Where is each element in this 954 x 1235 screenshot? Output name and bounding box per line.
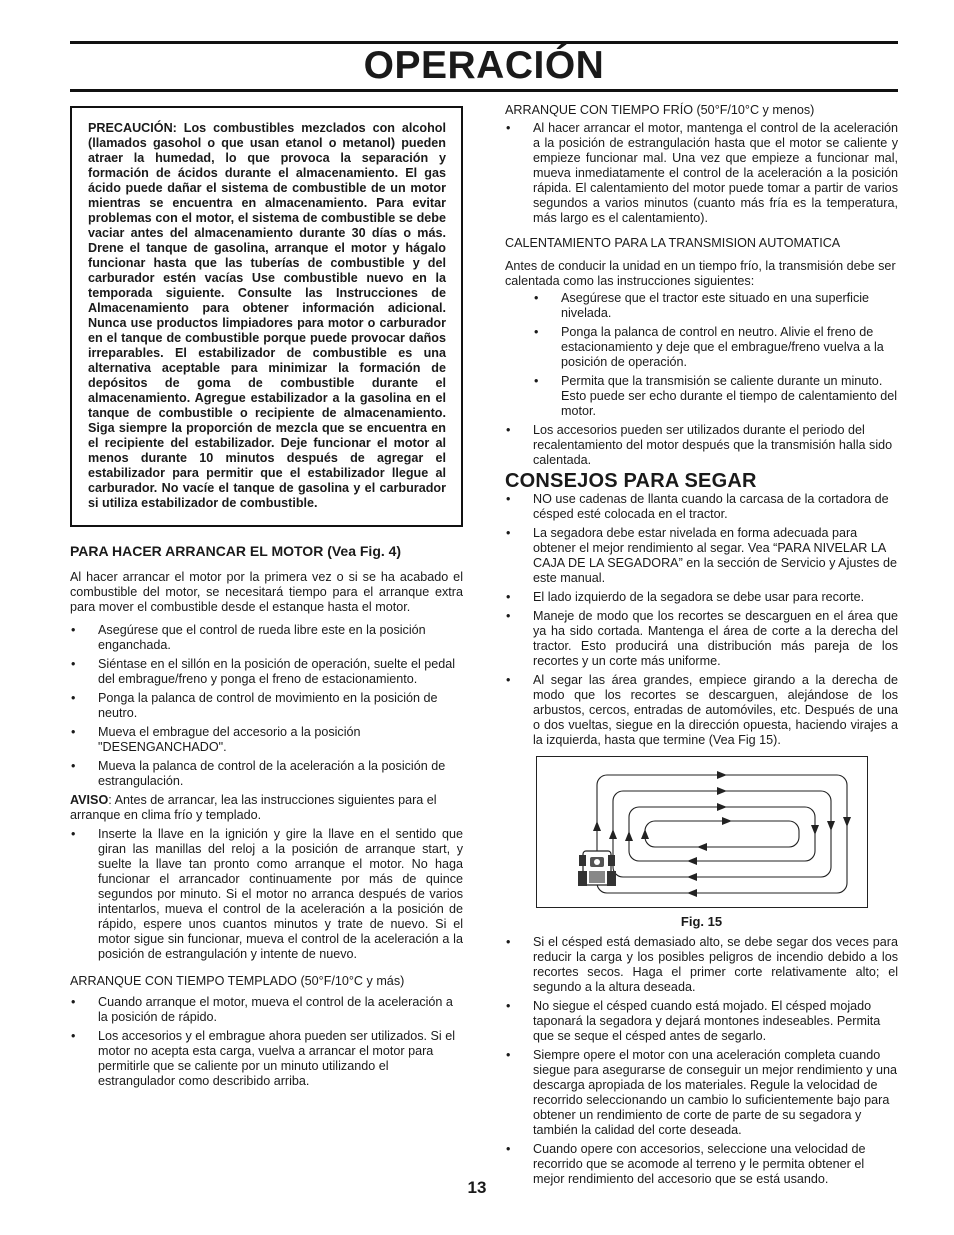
start-engine-heading: PARA HACER ARRANCAR EL MOTOR (Vea Fig. 4) bbox=[70, 543, 402, 559]
list-item: • No siegue el césped cuando está mojado. El césped mojado taponará la segadora y dejará montones indeseables. Permita que se seque el césped antes de segarlo. bbox=[505, 999, 898, 1044]
mowing-pattern-figure bbox=[536, 756, 868, 908]
list-item: • Cuando opere con accesorios, seleccione una velocidad de recorrido que se acomode al terreno y le permita obtener el mejor rendimiento del accesorio que se está usando. bbox=[505, 1142, 898, 1187]
header-bottom-rule bbox=[70, 89, 898, 92]
page-number: 13 bbox=[467, 1178, 487, 1197]
tractor-icon bbox=[578, 851, 616, 886]
mowing-pattern-diagram bbox=[537, 757, 867, 907]
list-item: • Maneje de modo que los recortes se descarguen en el área que ya ha sido cortada. Mantenga el área de corte a la derecha del tractor. Esto producirá una distribución más pareja de los recortes y un corte más uniforme. bbox=[505, 609, 898, 669]
warm-bullet-list bbox=[70, 995, 463, 1089]
list-item: • La segadora debe estar nivelada en forma adecuada para obtener el mejor rendimiento al segar. Vea “PARA NIVELAR LA CAJA DE LA SEGADORA” en la sección de Servicio y Ajustes de este manual. bbox=[505, 526, 898, 586]
list-item: • Ponga la palanca de control de movimiento en la posición de neutro. bbox=[70, 691, 463, 721]
key-bullet-list bbox=[70, 827, 463, 962]
start-intro: Al hacer arrancar el motor por la primera vez o si se ha acabado el combustible del motor, se necesitará tiempo para el arranque extra para mover el combustible desde el estanque hasta el motor. bbox=[70, 570, 463, 614]
transmission-heading: CALENTAMIENTO PARA LA TRANSMISION AUTOMATICA bbox=[505, 236, 841, 250]
transmission-intro: Antes de conducir la unidad en un tiempo frío, la transmisión debe ser calentada como las instrucciones siguientes: bbox=[505, 259, 896, 288]
page-title: OPERACIÓN bbox=[363, 44, 605, 87]
list-item: • Mueva la palanca de control de la aceleración a la posición de estrangulación. bbox=[70, 759, 463, 789]
list-item: • Asegúrese que el control de rueda libre este en la posición enganchada. bbox=[70, 623, 463, 653]
list-item: • NO use cadenas de llanta cuando la carcasa de la cortadora de césped esté colocada en el tractor. bbox=[505, 492, 898, 522]
notice-text: : Antes de arrancar, lea las instrucciones siguientes para el arranque en clima frío y templado. bbox=[70, 793, 437, 822]
notice-paragraph bbox=[70, 793, 463, 823]
list-item: • Los accesorios y el embrague ahora pueden ser utilizados. Si el motor no acepta esta carga, vuelva a arrancar el motor para permitirle que se caliente por un minuto utilizando el estrangulador como describido arriba. bbox=[70, 1029, 463, 1089]
mowing-bullet-list bbox=[505, 492, 898, 748]
list-item: • Inserte la llave en la ignición y gire la llave en el sentido que giran las manillas del reloj a la posición de arranque start, y suelte la llave tan pronto como arranque el motor. No haga funcionar el arrancador continuamente por más de quince segundos por minuto. Si el motor no arranca después de varios intentarlos, mueva el control de la aceleración a la posición de rápido, espere unos cuantos minutos y trate de nuevo. Si el motor sigue sin funcionar, mueva el control de la aceleración a la posición de estrangulación y intente de nuevo. bbox=[70, 827, 463, 962]
warm-start-heading: ARRANQUE CON TIEMPO TEMPLADO (50°F/10°C y más) bbox=[70, 974, 405, 988]
figure-caption: Fig. 15 bbox=[680, 914, 723, 929]
transmission-sub-list bbox=[505, 291, 898, 419]
list-item: • Siempre opere el motor con una aceleración completa cuando siegue para asegurarse de conseguir un mejor rendimiento y una descarga apropiada de los materiales. Regule la velocidad de recorrido seleccionando un cambio lo suficientemente bajo para obtener un rendimiento de corte de parte de su segadora y también la calidad del corte deseada. bbox=[505, 1048, 898, 1138]
cold-start-heading: ARRANQUE CON TIEMPO FRÍO (50°F/10°C y menos) bbox=[505, 103, 815, 117]
list-item: • Cuando arranque el motor, mueva el control de la aceleración a la posición de rápido. bbox=[70, 995, 463, 1025]
left-column bbox=[70, 106, 463, 1093]
list-item: • Ponga la palanca de control en neutro. Alivie el freno de estacionamiento y deje que el embrague/freno vuelva a la posición de operación. bbox=[505, 325, 898, 370]
mowing-after-list bbox=[505, 935, 898, 1187]
direction-arrows bbox=[593, 771, 851, 897]
start-bullet-list bbox=[70, 623, 463, 789]
right-column bbox=[505, 103, 898, 1191]
list-item: • Permita que la transmisión se caliente durante un minuto. Esto puede ser echo durante el tiempo de calentamiento del motor. bbox=[505, 374, 898, 419]
list-item: • Siéntase en el sillón en la posición de operación, suelte el pedal del embrague/freno y ponga el freno de estacionamiento. bbox=[70, 657, 463, 687]
list-item: • Asegúrese que el tractor este situado en una superficie nivelada. bbox=[505, 291, 898, 321]
mowing-tips-heading: CONSEJOS PARA SEGAR bbox=[505, 470, 757, 492]
transmission-bullet-list bbox=[505, 423, 898, 468]
list-item: • El lado izquierdo de la segadora se debe usar para recorte. bbox=[505, 590, 898, 605]
notice-label: AVISO bbox=[70, 793, 109, 807]
list-item: • Mueva el embrague del accesorio a la posición "DESENGANCHADO". bbox=[70, 725, 463, 755]
caution-box: PRECAUCIÓN: Los combustibles mezclados con alcohol (llamados gasohol o que usan etanol o metanol) pueden atraer la humedad, lo que provoca la separación y formación de ácidos durante el almacenamiento. El gas ácido puede dañar el sistema de combustible de un motor mientras se encuentra en almacenamiento. Para evitar problemas con el motor, el sistema de combustible se debe vaciar antes del almacenamiento durante 30 días o más. Drene el tanque de gasolina, arranque el motor y hágalo funcionar hasta que las tuberías de combustible y del carburador estén vacías Use combustible nuevo en la temporada siguiente. Consulte las Instrucciones de Almacenamiento para obtener información adicional. Nunca use productos limpiadores para motor o carburador en el tanque de combustible porque puede provocar daños irreparables. El estabilizador de combustible es una alternativa aceptable para minimizar la formación de depósitos de goma de combustible durante el almacenamiento. Agregue estabilizador a la gasolina en el tanque de combustible o recipiente de almacenamiento. Siga siempre la proporción de mezcla que se encuentra en el recipiente del estabilizador. Deje funcionar el motor al menos durante 10 minutos después de agregar el estabilizador para permitir que el estabilizador llegue al carburador. No vacíe el tanque de gasolina y el carburador si utiliza estabilizador de combustible. bbox=[70, 106, 463, 527]
list-item: • Los accesorios pueden ser utilizados durante el periodo del recalentamiento del motor después que la transmisión halla sido calentada. bbox=[505, 423, 898, 468]
third-path bbox=[629, 807, 815, 861]
cold-bullet-list bbox=[505, 121, 898, 226]
list-item: • Si el césped está demasiado alto, se debe segar dos veces para reducir la carga y los posibles peligros de incendio debido a los recortes secos. Haga el primer corte relativamente alto; el segundo a la altura deseada. bbox=[505, 935, 898, 995]
list-item: • Al hacer arrancar el motor, mantenga el control de la aceleración a la posición de estrangulación hasta que el motor se caliente y empieze funcionar mal. Una vez que empieze a funcionar mal, mueva inmediatamente el control de la aceleración a la posición rápida. El calentamiento del motor puede tomar a partir de varios segundos a varios minutos (cuanto más fría es la temperatura, más largo es el calentamiento). bbox=[505, 121, 898, 226]
list-item: • Al segar las área grandes, empiece girando a la derecha de modo que los recortes se descarguen, alejándose de los arbustos, cercos, entradas de automóviles, etc. Después de una o dos vueltas, siegue en la dirección opuesta, haciendo virajes a la izquierda, hasta que termine (Vea Fig 15). bbox=[505, 673, 898, 748]
